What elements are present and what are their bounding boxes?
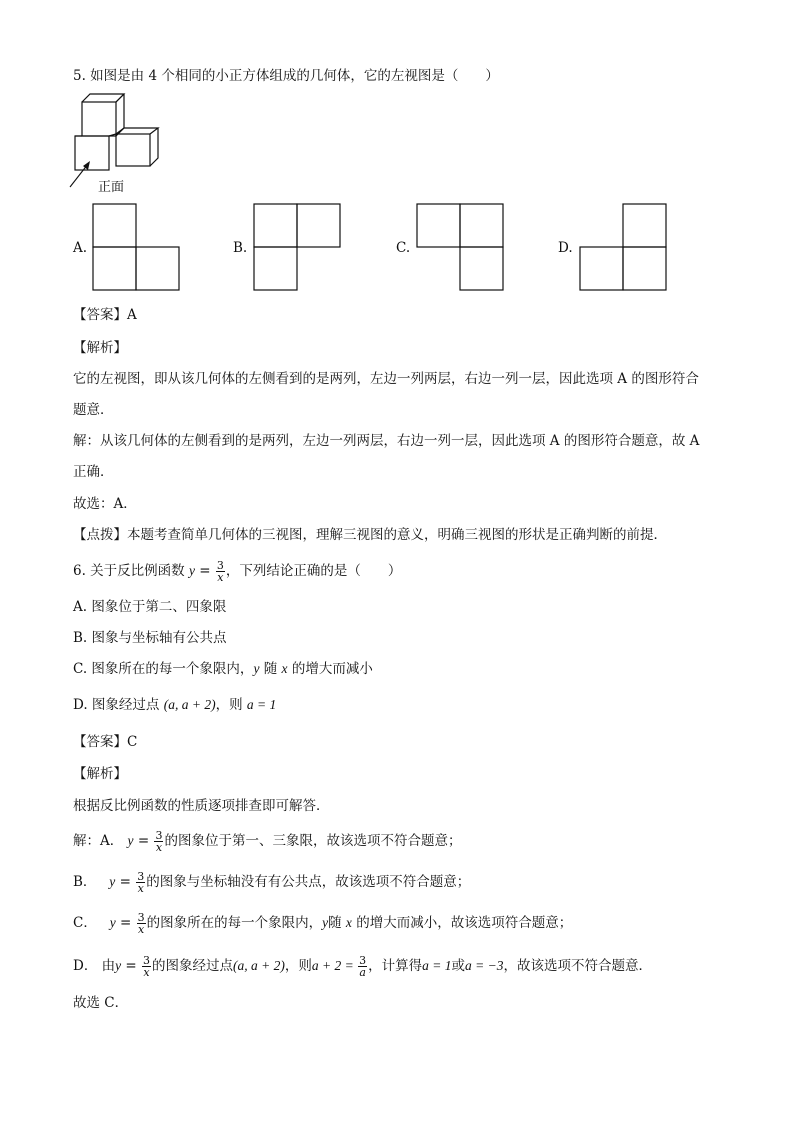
q6-analysis: 根据反比例函数的性质逐项排查即可解答． bbox=[73, 798, 330, 814]
q5-analysis-line2: 题意． bbox=[73, 402, 114, 418]
option-d-label: D. bbox=[558, 240, 573, 256]
option-b-label: B. bbox=[233, 240, 248, 256]
q5-tip: 【点拨】本题考查简单几何体的三视图，理解三视图的意义，明确三视图的形状是正确判断的前提． bbox=[73, 527, 667, 543]
option-b-figure bbox=[253, 203, 343, 293]
front-label: 正面 bbox=[98, 180, 125, 195]
q6-solution-b: B． y = $\frac{3}{x}$ 的图象与坐标轴没有有公共点，故该选项不符合题意； bbox=[73, 870, 471, 895]
q6-analysis-head: 【解析】 bbox=[73, 766, 127, 782]
q5-choose: 故选：A． bbox=[73, 496, 137, 512]
option-c-label: C. bbox=[396, 240, 411, 256]
cube-figure bbox=[68, 92, 168, 192]
q5-solution-line1: 解：从该几何体的左侧看到的是两列，左边一列两层，右边一列一层，因此选项 A 的图形符合题意，故 A bbox=[73, 433, 700, 449]
option-c-figure bbox=[416, 203, 506, 293]
q6-option-b: B. 图象与坐标轴有公共点 bbox=[73, 630, 227, 646]
q6-solution-a: 解：A． y = $\frac{3}{x}$ 的图象位于第一、三象限，故该选项不符合题意； bbox=[73, 829, 462, 854]
q6-stem: 6. 关于反比例函数 y = $\frac{3}{x}$ ，下列结论正确的是（ ） bbox=[73, 559, 402, 584]
q5-analysis-head: 【解析】 bbox=[73, 340, 127, 356]
q6-solution-d: D． 由y = $\frac{3}{x}$ 的图象经过点(a, a + 2)，则a + 2 = $\frac{3}{a}$ ，计算得a = 1或a = −3，故该选项不符合题意． bbox=[73, 954, 652, 979]
q5-stem: 5. 如图是由 4 个相同的小正方体组成的几何体，它的左视图是（ ） bbox=[73, 68, 499, 84]
q5-solution-line2: 正确． bbox=[73, 464, 114, 480]
option-d-figure bbox=[579, 203, 669, 293]
option-a-figure bbox=[92, 203, 182, 293]
q6-option-a: A. 图象位于第二、四象限 bbox=[73, 599, 227, 615]
q6-option-d: D. 图象经过点 (a, a + 2)，则 a = 1 bbox=[73, 697, 277, 713]
q6-answer: 【答案】C bbox=[73, 734, 138, 750]
option-a-label: A. bbox=[73, 240, 88, 256]
q6-choose: 故选 C． bbox=[73, 995, 129, 1011]
q6-solution-c: C． y = $\frac{3}{x}$ 的图象所在的每一个象限内，y随 x 的增大而减小，故该选项符合题意； bbox=[73, 911, 573, 936]
q5-analysis-line1: 它的左视图，即从该几何体的左侧看到的是两列，左边一列两层，右边一列一层，因此选项 A 的图形符合 bbox=[73, 371, 699, 387]
q6-option-c: C. 图象所在的每一个象限内，y 随 x 的增大而减小 bbox=[73, 661, 373, 677]
q5-answer: 【答案】A bbox=[73, 307, 137, 323]
